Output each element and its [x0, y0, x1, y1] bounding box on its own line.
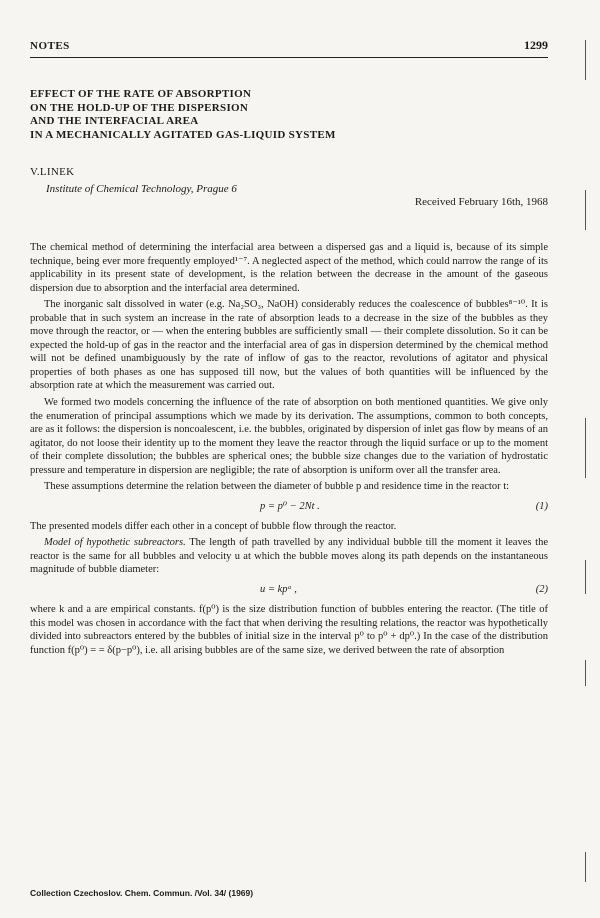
title-line: AND THE INTERFACIAL AREA: [30, 115, 199, 127]
paragraph: These assumptions determine the relation between the diameter of bubble p and residence time in the reactor t:: [44, 481, 510, 493]
equation-number: (2): [535, 584, 548, 596]
equation-1: [30, 497, 548, 518]
received-date: Received February 16th, 1968: [414, 196, 548, 208]
title-line: EFFECT OF THE RATE OF ABSORPTION: [30, 88, 252, 100]
paragraph: The chemical method of determining the interfacial area between a dispersed gas and a liquid is, because of its simple technique, being ever more frequently employed¹⁻⁷. A neglected aspect of the method, which could narrow the range of its applicability in its present state of development, is the relation between the decrease in the amount of the gaseous dispersion due to absorption and the interfacial area determined.: [30, 242, 548, 294]
equation-text: u = kpᵃ ,: [260, 584, 297, 596]
paragraph: The presented models differ each other in a concept of bubble flow through the reactor.: [30, 520, 397, 532]
title-line: ON THE HOLD-UP OF THE DISPERSION: [30, 101, 249, 114]
article-body: [30, 241, 548, 660]
margin-mark: [585, 852, 586, 882]
equation-text: p = p⁰ − 2Nt .: [260, 500, 320, 512]
margin-mark: [585, 418, 586, 478]
paragraph: [30, 536, 548, 577]
author-name: V.LINEK: [30, 166, 75, 178]
paragraph-text: The length of path travelled by any individual bubble till the moment it leaves the reactor is the same for all bubbles and velocity u at which the bubble moves along its path depends on the instantaneous magnitude of bubble diameter:: [30, 537, 549, 576]
paragraph: where k and a are empirical constants. f(p⁰) is the size distribution function of bubbles entering the reactor. (The title of this model was chosen in accordance with the fact that when deriving the resulting relations, the reactor was hypothetically divided into subreactors entered by the bubbles of initial size in the interval p⁰ to p⁰ + dp⁰.) In the case of the distribution function f(p⁰) = = δ(p−p⁰), i.e. all arising bubbles are of the same size, we derived between the rate of absorption: [30, 604, 548, 656]
page-number: 1299: [524, 38, 548, 52]
margin-mark: [585, 560, 586, 594]
margin-mark: [585, 40, 586, 80]
header-rule: [30, 57, 548, 58]
model-heading: Model of hypothetic subreactors.: [44, 537, 186, 549]
margin-mark: [585, 660, 586, 686]
journal-footer: Collection Czechoslov. Chem. Commun. /Vol. 34/ (1969): [30, 888, 254, 898]
margin-mark: [585, 190, 586, 230]
article-title: [30, 88, 336, 142]
equation-number: (1): [535, 500, 548, 512]
title-line: IN A MECHANICALLY AGITATED GAS-LIQUID SYSTEM: [30, 128, 336, 141]
equation-2: [30, 580, 548, 601]
author-affiliation: Institute of Chemical Technology, Prague 6: [46, 183, 237, 195]
section-header: NOTES: [30, 40, 70, 52]
paragraph: We formed two models concerning the influence of the rate of absorption on both mentioned quantities. We give only the enumeration of principal assumptions which we made by its derivation. The assumptions, common to both concepts, are as it follows: the dispersion is noncoalescent, i.e. the bubbles, originated by dispersion of inlet gas flow by means of an agitator, do not loose their identity up to the moment they leave the reactor through the liquid surface or up to the moment of their complete dissolution; the bubbles are spherical ones; the bubble size changes due to the variation of hydrostatic pressure and temperature in dispersion are negligible; the rate of absorption is uniform over all the transfer area.: [30, 397, 548, 476]
paragraph: The inorganic salt dissolved in water (e.g. Na₂SO₃, NaOH) considerably reduces the coalescence of bubbles⁸⁻¹⁰. It is probable that in such system an increase in the rate of absorption leads to a decrease in the size of the bubbles as they move through the reactor, or — when the entering bubbles are sufficiently small — their complete dissolution. So it can be expected the hold-up of gas in the reactor and the interfacial area of gas in dispersion determined by the chemical method will not be defined unambiguously by the rate of inflow of gas to the reactor, revolutions of agitator and physical properties of both phases as one has supposed till now, but the values of both quantities will be influenced by the absorption rate at which the measurement was carried out.: [30, 299, 548, 392]
